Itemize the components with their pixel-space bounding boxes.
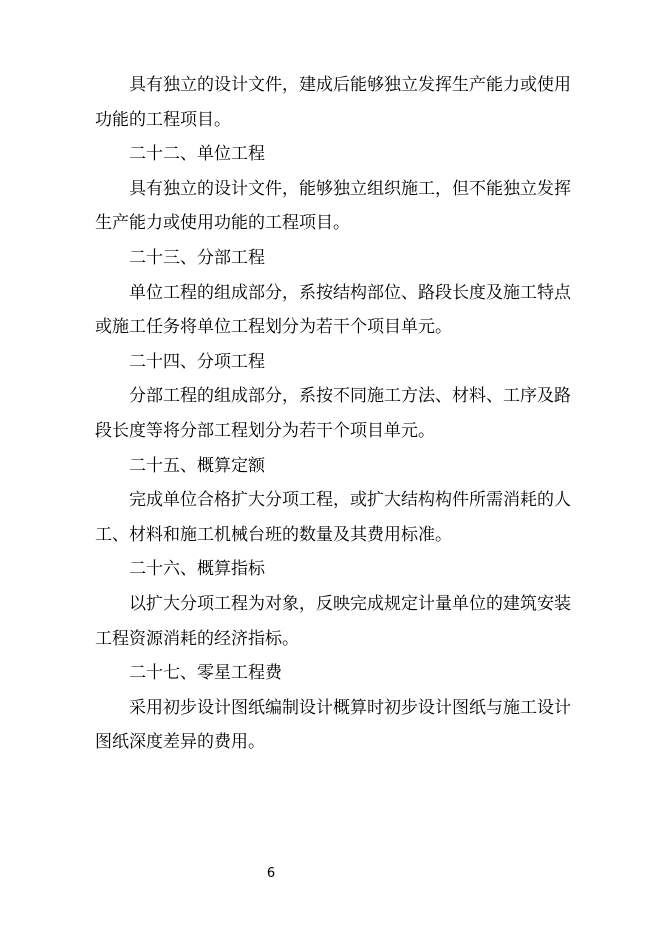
- paragraph-line: 图纸深度差异的费用。: [95, 732, 265, 753]
- paragraph-line: 段长度等将分部工程划分为若干个项目单元。: [95, 420, 435, 441]
- paragraph-line: 单位工程的组成部分，系按结构部位、路段长度及施工特点: [129, 282, 571, 303]
- paragraph-line: 生产能力或使用功能的工程项目。: [95, 213, 350, 234]
- paragraph-line: 以扩大分项工程为对象，反映完成规定计量单位的建筑安装: [129, 593, 571, 614]
- paragraph-line: 功能的工程项目。: [95, 109, 231, 130]
- paragraph-line: 完成单位合格扩大分项工程，或扩大结构构件所需消耗的人: [129, 490, 571, 511]
- section-heading: 二十六、概算指标: [129, 559, 265, 580]
- section-heading: 二十七、零星工程费: [129, 663, 282, 684]
- paragraph-line: 分部工程的组成部分，系按不同施工方法、材料、工序及路: [129, 386, 571, 407]
- section-heading: 二十二、单位工程: [129, 144, 265, 165]
- paragraph-line: 具有独立的设计文件，建成后能够独立发挥生产能力或使用: [129, 75, 571, 95]
- paragraph-line: 具有独立的设计文件，能够独立组织施工，但不能独立发挥: [129, 178, 571, 199]
- paragraph-line: 采用初步设计图纸编制设计概算时初步设计图纸与施工设计: [129, 697, 571, 718]
- document-body: [95, 68, 597, 760]
- paragraph-line: 或施工任务将单位工程划分为若干个项目单元。: [95, 317, 452, 338]
- section-heading: 二十三、分部工程: [129, 247, 265, 268]
- page-number: 6: [266, 866, 276, 881]
- section-heading: 二十四、分项工程: [129, 351, 265, 372]
- section-heading: 二十五、概算定额: [129, 455, 265, 476]
- paragraph-line: 工程资源消耗的经济指标。: [95, 628, 299, 649]
- paragraph-line: 工、材料和施工机械台班的数量及其费用标准。: [95, 524, 452, 545]
